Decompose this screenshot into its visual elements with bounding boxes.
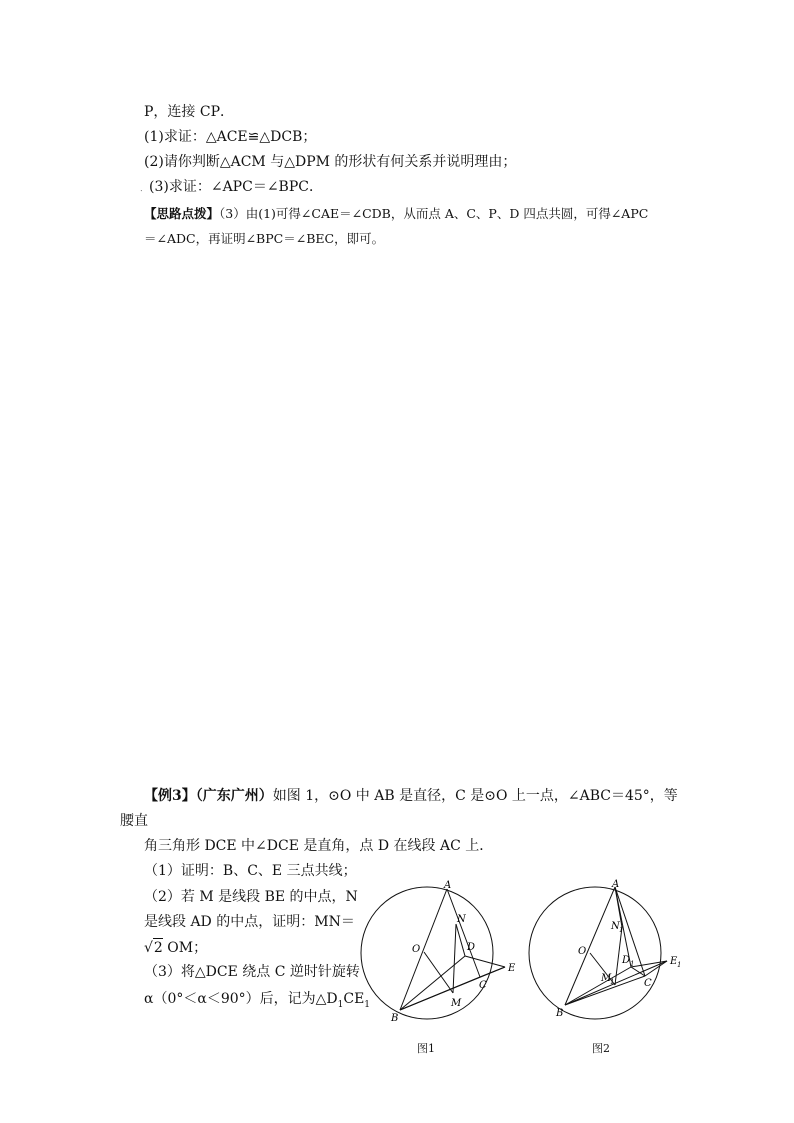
part-2c-rest: OM； <box>162 940 208 956</box>
fig1-label-a: A <box>444 880 452 891</box>
fig2-label-n1-sub: 1 <box>619 926 624 934</box>
fig2-label-d1 <box>621 955 634 968</box>
part-3a: （3）将△DCE 绕点 C 逆时针旋转 <box>144 964 360 980</box>
example-text-2: 角三角形 DCE 中∠DCE 是直角，点 D 在线段 AC 上． <box>144 838 494 854</box>
question-3-mark: ． <box>140 184 150 194</box>
fig1-label-e: E <box>508 963 516 974</box>
example-source: （广东广州） <box>195 788 273 804</box>
hint-line-2: ＝∠ADC，再证明∠BPC＝∠BEC，即可。 <box>144 231 385 246</box>
question-3 <box>140 178 323 198</box>
fig2-label-e1-sub: 1 <box>677 961 682 969</box>
fig2-label-d1-sub: 1 <box>630 960 635 968</box>
example-text-1b: 腰直 <box>120 813 148 829</box>
part-3b-sub2: 1 <box>364 999 371 1010</box>
fig1-line-nd <box>456 924 465 956</box>
fig1-label-b: B <box>391 1013 399 1024</box>
figure-1-caption: 图1 <box>417 1042 435 1055</box>
example-label: 【例3】 <box>144 788 196 804</box>
fig2-label-e1-letter: E <box>670 956 678 967</box>
text-line-1: P，连接 CP． <box>144 104 235 120</box>
fig1-line-ab <box>400 889 447 1010</box>
part-1: （1）证明：B、C、E 三点共线； <box>144 863 357 879</box>
sqrt-sign: √ <box>144 940 153 956</box>
figure-2 <box>525 875 695 1025</box>
fig1-line-ac <box>447 889 480 977</box>
fig2-label-b: B <box>556 1008 564 1019</box>
hint-line-1 <box>144 205 648 223</box>
fig2-circle <box>529 887 661 1019</box>
part-2c <box>144 938 207 957</box>
part-2b: 是线段 AD 的中点，证明：MN＝ <box>144 914 355 930</box>
figure-2-caption: 图2 <box>592 1042 610 1055</box>
example-heading <box>144 787 678 805</box>
sqrt-expression <box>144 938 163 957</box>
fig1-label-d: D <box>467 942 476 953</box>
fig2-line-d1e1 <box>631 961 667 967</box>
part-3b-mid: CE <box>343 991 365 1007</box>
fig2-label-e1 <box>669 956 681 969</box>
fig2-label-m1-sub: 1 <box>610 978 615 986</box>
fig2-line-be1 <box>565 961 667 1005</box>
part-3b-sub1: 1 <box>337 999 344 1010</box>
question-3-text: (3)求证：∠APC＝∠BPC． <box>149 179 323 195</box>
sqrt-radicand: 2 <box>153 940 163 956</box>
question-1: (1)求证：△ACE≌△DCB； <box>144 129 317 145</box>
fig1-line-de <box>465 956 505 967</box>
figure-1 <box>355 880 525 1030</box>
fig2-label-d1-letter: D <box>622 955 631 966</box>
fig2-label-m1-letter: M <box>601 973 612 984</box>
fig2-line-m1n1 <box>615 927 622 985</box>
part-3b <box>144 990 370 1014</box>
fig2-line-ab <box>565 887 615 1005</box>
fig2-label-o: O <box>578 946 587 957</box>
part-2a: （2）若 M 是线段 BE 的中点，N <box>144 889 358 905</box>
fig1-line-mn <box>453 924 456 993</box>
example-text-1: 如图 1，⊙O 中 AB 是直径，C 是⊙O 上一点，∠ABC＝45°，等 <box>272 788 678 804</box>
question-2: (2)请你判断△ACM 与△DPM 的形状有何关系并说明理由； <box>144 154 517 170</box>
fig1-label-c: C <box>479 980 487 991</box>
fig1-label-n: N <box>457 914 466 925</box>
fig1-label-o: O <box>412 944 421 955</box>
fig2-label-n1-letter: N <box>611 921 620 932</box>
fig1-label-m: M <box>451 998 462 1009</box>
hint-text: （3）由(1)可得∠CAE＝∠CDB，从而点 A、C、P、D 四点共圆，可得∠APC <box>219 206 649 221</box>
fig2-line-bd1 <box>565 967 631 1005</box>
part-3b-text: α（0°＜α＜90°）后，记为△D <box>144 991 338 1007</box>
fig2-label-a: A <box>612 879 620 890</box>
hint-label: 【思路点拨】 <box>144 206 220 221</box>
fig2-label-c: C <box>644 978 652 989</box>
